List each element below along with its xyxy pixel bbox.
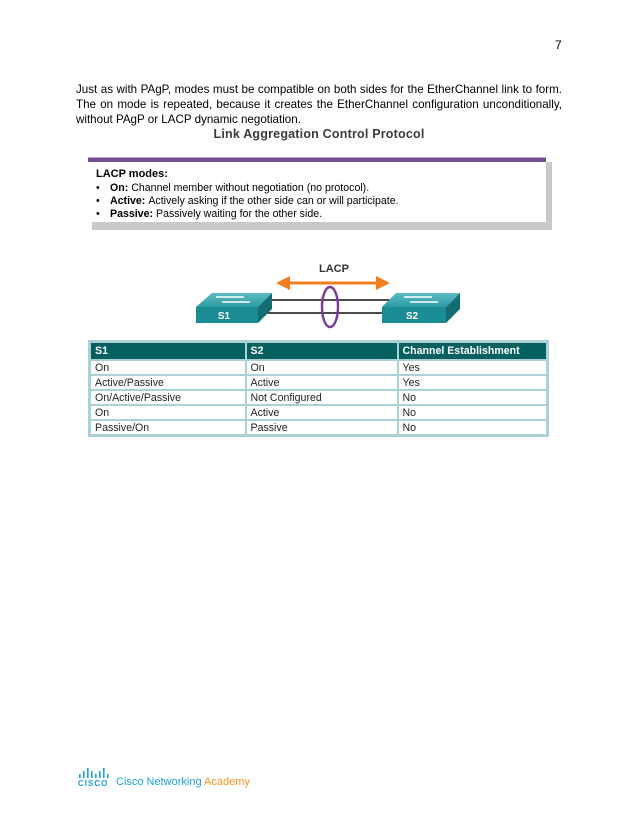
cisco-logo-word: CISCO [78, 779, 109, 788]
table-row [90, 360, 548, 375]
table-cell: Active [246, 375, 398, 390]
table-cell: No [398, 420, 548, 436]
mode-description: Channel member without negotiation (no protocol). [131, 182, 370, 194]
table-cell: On [90, 405, 246, 420]
table-cell: Yes [398, 375, 548, 390]
etherchannel-bundle-icon [322, 287, 338, 327]
switch-s2-label: S2 [405, 311, 419, 322]
table-cell: Not Configured [246, 390, 398, 405]
lacp-label: LACP [319, 263, 349, 275]
lacp-topology-diagram [0, 255, 638, 335]
table-cell: Active [246, 405, 398, 420]
mode-name: On: [110, 182, 129, 194]
figure-title: Link Aggregation Control Protocol [213, 127, 425, 141]
table-cell: Yes [398, 360, 548, 375]
mode-name: Active: [110, 195, 146, 207]
table-cell: Passive/On [90, 420, 246, 436]
footer-brand [78, 768, 250, 788]
column-header-s2: S2 [246, 342, 398, 361]
table-cell: On/Active/Passive [90, 390, 246, 405]
table-header-row [90, 342, 548, 361]
table-cell: Active/Passive [90, 375, 246, 390]
bullet-icon: • [96, 182, 100, 194]
cisco-bridge-logo-icon [78, 768, 110, 778]
bullet-icon: • [96, 195, 100, 207]
mode-description: Actively asking if the other side can or will participate. [148, 195, 399, 207]
table-cell: On [90, 360, 246, 375]
table-row [90, 375, 548, 390]
table-row [90, 390, 548, 405]
column-header-s1: S1 [90, 342, 246, 361]
lacp-mode-table [88, 340, 549, 437]
table-row [90, 420, 548, 436]
mode-item [96, 195, 538, 208]
table-row [90, 405, 548, 420]
table-cell: Passive [246, 420, 398, 436]
page-number: 7 [555, 38, 562, 52]
table-cell: No [398, 390, 548, 405]
table-cell: On [246, 360, 398, 375]
column-header-channel-establishment: Channel Establishment [398, 342, 548, 361]
switch-s1-icon [196, 293, 272, 323]
mode-item [96, 182, 538, 195]
table-cell: No [398, 405, 548, 420]
brand-name [116, 776, 250, 788]
mode-item [96, 208, 538, 221]
mode-description: Passively waiting for the other side. [156, 208, 323, 220]
bullet-icon: • [96, 208, 100, 220]
intro-paragraph: Just as with PAgP, modes must be compatible on both sides for the EtherChannel link to form. The on mode is repeated, because it creates the EtherChannel configuration unconditionally, without PAgP or LACP dynamic negotiation. [76, 82, 562, 126]
switch-s2-icon [382, 293, 460, 323]
brand-name-part2: Academy [204, 776, 250, 788]
brand-name-part1: Cisco Networking [116, 776, 202, 788]
modes-heading: LACP modes: [96, 168, 168, 180]
mode-name: Passive: [110, 208, 153, 220]
lacp-modes-box [88, 158, 546, 222]
switch-s1-label: S1 [217, 311, 231, 322]
